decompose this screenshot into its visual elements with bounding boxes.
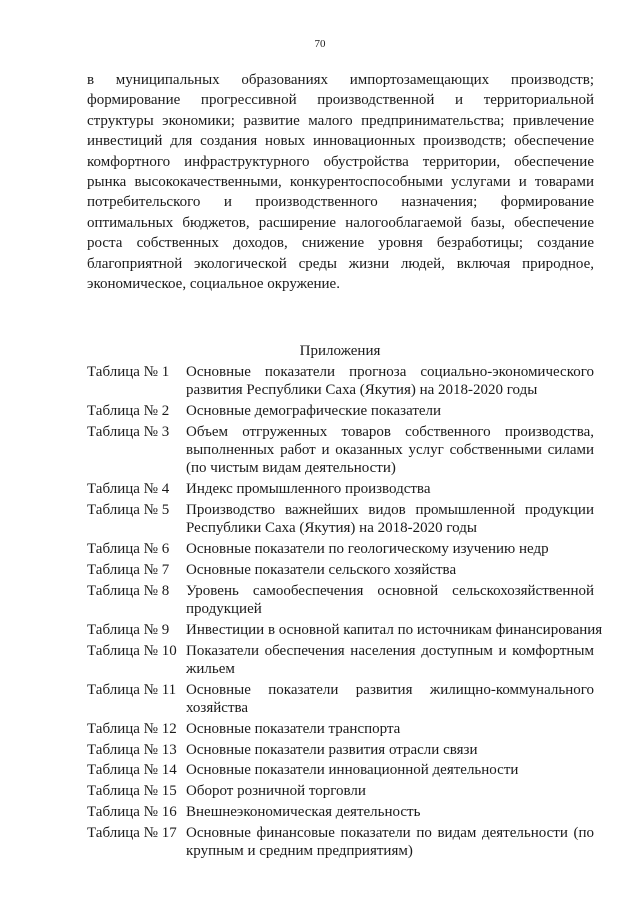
appendix-entry-label: Таблица № 9 [87, 621, 170, 638]
paragraph-line: экономическое, социальное окружение. [87, 276, 340, 293]
appendix-entry [87, 803, 594, 821]
appendix-entry-title [186, 423, 594, 478]
paragraph-line: комфортного инфраструктурного обустройства территории, обеспечение [87, 153, 594, 170]
appendix-entry [87, 741, 594, 759]
appendix-entry-label: Таблица № 12 [87, 720, 177, 737]
appendix-entry [87, 582, 594, 619]
paragraph-line: оптимальных бюджетов, расширение налогооблагаемой базы, обеспечение [87, 214, 594, 231]
appendix-entry-title-line: Инвестиции в основной капитал по источникам финансирования [186, 621, 603, 638]
appendix-entry-title [186, 681, 594, 718]
appendix-entry-title-line: Основные показатели по геологическому изучению недр [186, 541, 549, 558]
appendix-entry [87, 363, 594, 400]
appendix-entry [87, 621, 603, 639]
paragraph-line: структуры экономики; развитие малого предпринимательства; привлечение [87, 112, 594, 129]
appendix-entry [87, 540, 594, 558]
appendix-entry-label: Таблица № 4 [87, 481, 170, 498]
appendix-entry-title [186, 720, 594, 738]
appendix-entry-title-line: Основные демографические показатели [186, 403, 442, 420]
appendix-entry-title [186, 582, 594, 619]
appendix-entry-title [186, 782, 594, 800]
appendix-entry-title-line: Индекс промышленного производства [186, 481, 431, 498]
appendix-entry-title-line: Основные показатели инновационной деятельности [186, 762, 519, 779]
appendix-entry-label: Таблица № 15 [87, 783, 177, 800]
appendix-entry-title-line: Основные финансовые показатели по видам деятельности (по [186, 824, 594, 841]
appendix-entry-label: Таблица № 13 [87, 741, 177, 758]
appendix-entry-title [186, 824, 594, 861]
paragraph-line: инвестиций для создания новых инновационных производств; обеспечение [87, 133, 594, 150]
appendix-entry [87, 561, 594, 579]
paragraph-line: благоприятной экологической среды жизни людей, включая природное, [87, 255, 594, 272]
appendix-entry [87, 782, 594, 800]
paragraph-line: роста собственных доходов, снижение уровня безработицы; создание [87, 235, 594, 252]
appendix-entry-title [186, 561, 594, 579]
appendix-entry-label: Таблица № 10 [87, 642, 177, 659]
appendix-entry-title-line: продукцией [186, 601, 262, 618]
appendix-entry-title [186, 363, 594, 400]
appendix-entry-title-line: жильем [186, 660, 235, 677]
appendix-entry [87, 681, 594, 718]
appendix-entry-title-line: Показатели обеспечения населения доступным и комфортным [186, 642, 594, 659]
appendix-entry-title [186, 621, 602, 639]
paragraph-line: рынка высококачественными, конкурентоспособными услугами и товарами [87, 174, 594, 191]
appendix-entry-title [186, 480, 594, 498]
appendix-entry [87, 720, 594, 738]
appendix-entry-label: Таблица № 11 [87, 681, 177, 698]
appendix-entry-title-line: Внешнеэкономическая деятельность [186, 804, 421, 821]
appendix-entry-title-line: крупным и средним предприятиям) [186, 843, 413, 860]
appendix-entry-title-line: Производство важнейших видов промышленной продукции [186, 502, 594, 519]
appendix-entry [87, 501, 594, 538]
appendix-entry [87, 824, 594, 861]
appendix-entry-title [186, 741, 594, 759]
appendix-entry-title-line: Основные показатели развития жилищно-коммунального [186, 681, 594, 698]
appendix-entry-label: Таблица № 7 [87, 561, 170, 578]
appendix-entry-title-line: Оборот розничной торговли [186, 783, 366, 800]
body-paragraph [87, 70, 594, 294]
appendix-entry-label: Таблица № 17 [87, 824, 177, 841]
appendix-entry-title-line: Основные показатели сельского хозяйства [186, 561, 457, 578]
appendix-heading: Приложения [299, 343, 381, 359]
page-number: 70 [314, 38, 326, 50]
appendix-entry [87, 480, 594, 498]
appendix-entry-label: Таблица № 1 [87, 364, 170, 380]
appendix-entry-label: Таблица № 2 [87, 403, 170, 420]
appendix-entry-title [186, 642, 594, 679]
appendix-entry [87, 761, 594, 779]
appendix-list [87, 363, 603, 863]
appendix-entry-label: Таблица № 3 [87, 423, 170, 440]
appendix-entry-title-line: выполненных работ и оказанных услуг собственными силами [186, 442, 594, 459]
appendix-entry-title [186, 402, 594, 420]
paragraph-line: потребительского и производственного назначения; формирование [87, 194, 594, 211]
appendix-entry-title-line: Объем отгруженных товаров собственного производства, [186, 423, 594, 440]
appendix-entry-title-line: Республики Саха (Якутия) на 2018-2020 годы [186, 520, 477, 537]
appendix-entry-title [186, 803, 594, 821]
paragraph-line: формирование прогрессивной производственной и территориальной [87, 92, 594, 109]
appendix-entry-label: Таблица № 16 [87, 804, 177, 821]
appendix-entry-title-line: Основные показатели прогноза социально-экономического [186, 364, 594, 380]
appendix-entry-title-line: Основные показатели транспорта [186, 720, 401, 737]
paragraph-line: в муниципальных образованиях импортозамещающих производств; [87, 72, 594, 88]
appendix-entry-title [186, 761, 594, 779]
appendix-entry-label: Таблица № 6 [87, 541, 170, 558]
appendix-entry-title-line: развития Республики Саха (Якутия) на 2018-2020 годы [186, 382, 538, 399]
appendix-entry-title-line: хозяйства [186, 700, 249, 717]
appendix-entry [87, 642, 594, 679]
appendix-entry-label: Таблица № 5 [87, 502, 170, 519]
appendix-entry [87, 402, 594, 420]
appendix-entry-title-line: Основные показатели развития отрасли связи [186, 741, 478, 758]
appendix-entry-title-line: Уровень самообеспечения основной сельскохозяйственной [186, 582, 594, 599]
appendix-entry-title [186, 540, 594, 558]
appendix-entry-label: Таблица № 14 [87, 762, 177, 779]
appendix-entry-title-line: (по чистым видам деятельности) [186, 460, 396, 477]
appendix-entry [87, 423, 594, 478]
appendix-entry-title [186, 501, 594, 538]
appendix-entry-label: Таблица № 8 [87, 582, 170, 599]
